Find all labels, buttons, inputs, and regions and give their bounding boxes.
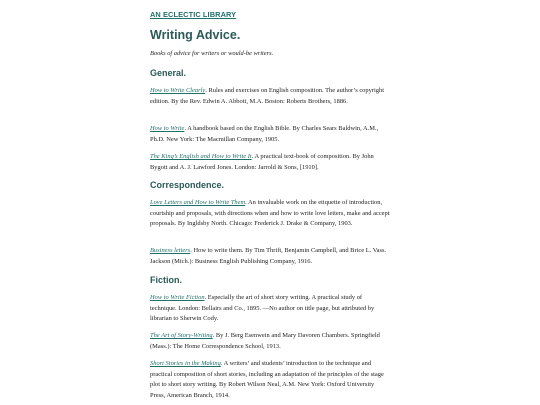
list-item [150, 152, 390, 173]
book-description: . A handbook based on the English Bible. By Charles Sears Baldwin, A.M., Ph.D. New York: The Macmillan Company, 1905. [150, 125, 379, 143]
site-home-link[interactable]: AN ECLECTIC LIBRARY [150, 10, 237, 19]
book-description: . Rules and exercises on English composition. The author’s copyright edition. By the Rev. Edwin A. Abbott, M.A. Boston: Roberts Brothers, 1886. [150, 87, 384, 105]
book-link[interactable]: Business letters [150, 247, 191, 254]
book-description: . Especially the art of short story writing. A practical study of technique. London: Bellairs and Co., 1895. —No author on title page, but attributed by librarian to Sherwin Cody. [150, 294, 375, 323]
book-link[interactable]: How to Write Fiction [150, 294, 205, 301]
book-description: . A writers’ and students’ introduction to the technique and practical composition of short stories, including an adaptation of the principles of the stage plot to short story writing. By Robert Wilson Neal, A.M. New York: Oxford University Press, American Branch, 1914. [150, 360, 384, 399]
list-item [150, 124, 390, 145]
section-heading-fiction: Fiction. [150, 275, 182, 285]
book-description: . An invaluable work on the etiquette of introduction, courtship and proposals, with directions when and how to write love letters, make and accept proposals. By Ingldsby North. Chicago: Frederick J. Drake & Company, 1903. [150, 199, 390, 228]
page-subtitle: Books of advice for writers or would-be writers. [150, 50, 274, 57]
section-heading-general: General. [150, 68, 187, 78]
list-item [150, 86, 390, 107]
book-description: . By J. Berg Esenwein and Mary Davoren Chambers. Springfield (Mass.): The Home Correspondence School, 1913. [150, 332, 380, 350]
list-item [150, 359, 390, 401]
book-link[interactable]: Love Letters and How to Write Them [150, 199, 246, 206]
book-description: . How to write them. By Tim Thrift, Benjamin Campbell, and Brice L. Vass. Jackson (Mich.): Business English Publishing Company, 1916. [150, 247, 387, 265]
page-title: Writing Advice. [150, 28, 241, 42]
list-item [150, 198, 390, 230]
list-item [150, 293, 390, 325]
book-link[interactable]: The Art of Story-Writing [150, 332, 213, 339]
book-description: . A practical text-book of composition. By John Bygott and A. J. Lawford Jones. London: Jarrold & Sons, [1910]. [150, 153, 374, 171]
book-link[interactable]: How to Write [150, 125, 185, 132]
list-item [150, 246, 390, 267]
book-link[interactable]: The King’s English and How to Write It [150, 153, 252, 160]
book-link[interactable]: Short Stories in the Making [150, 360, 221, 367]
section-heading-correspondence: Correspondence. [150, 180, 225, 190]
list-item [150, 331, 390, 352]
book-link[interactable]: How to Write Clearly [150, 87, 206, 94]
